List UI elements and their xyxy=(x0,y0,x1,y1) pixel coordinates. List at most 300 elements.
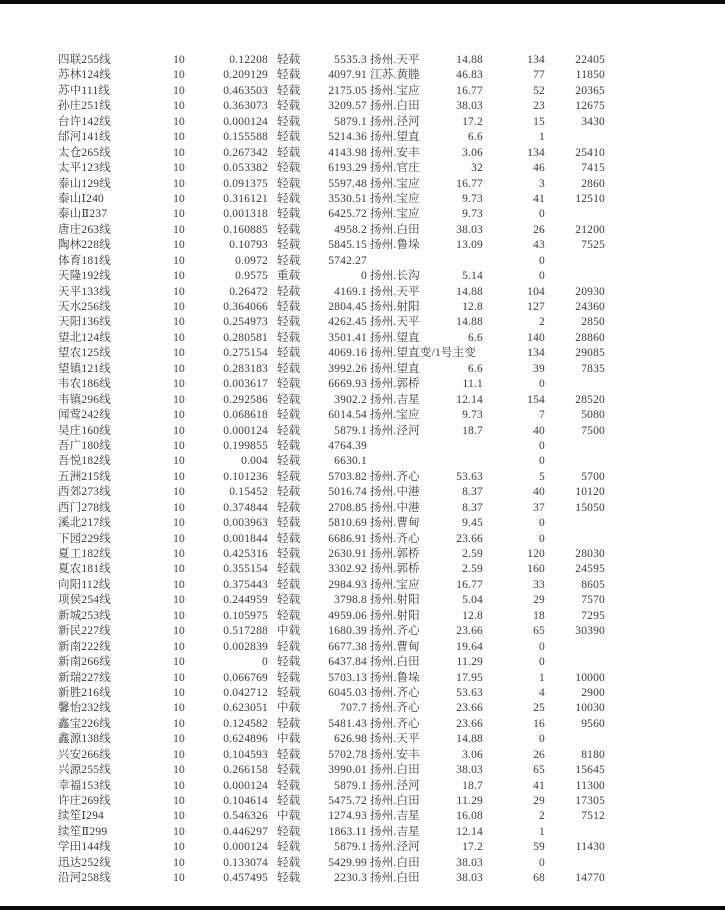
load-ratio-cell: 0.0972 xyxy=(235,254,268,267)
substation-cell: 扬州.安丰 xyxy=(370,146,420,159)
substation-cell: 扬州.望直 xyxy=(370,362,420,375)
line-name-cell: 望北124线 xyxy=(58,331,111,344)
metric-cell: 9.73 xyxy=(462,409,483,422)
voltage-cell: 10 xyxy=(173,100,185,113)
count-cell: 25 xyxy=(533,702,545,715)
load-ratio-cell: 0.463503 xyxy=(223,84,268,97)
load-ratio-cell: 0.000124 xyxy=(223,424,268,437)
metric-cell: 8.37 xyxy=(462,501,483,514)
total-cell: 2860 xyxy=(581,177,605,190)
load-ratio-cell: 0.091375 xyxy=(223,177,268,190)
table-row xyxy=(58,238,605,253)
table-row xyxy=(58,161,605,176)
voltage-cell: 10 xyxy=(173,686,185,699)
voltage-cell: 10 xyxy=(173,779,185,792)
load-ratio-cell: 0.316121 xyxy=(223,192,268,205)
line-name-cell: 新城253线 xyxy=(58,609,111,622)
total-cell: 21200 xyxy=(575,223,605,236)
table-row xyxy=(58,748,605,763)
line-name-cell: 泰山Ⅰ240 xyxy=(58,192,104,205)
load-ratio-cell: 0.446297 xyxy=(223,825,268,838)
total-cell xyxy=(545,454,605,469)
load-status-cell: 轻载 xyxy=(277,470,301,483)
substation-cell: 扬州.白田 xyxy=(370,656,420,669)
load-ratio-cell: 0.101236 xyxy=(223,470,268,483)
load-status-cell: 轻载 xyxy=(277,609,301,622)
voltage-cell: 10 xyxy=(173,146,185,159)
load-status-cell: 轻载 xyxy=(277,115,301,128)
load-ratio-cell: 0.374844 xyxy=(223,501,268,514)
value-cell: 4143.98 xyxy=(328,146,367,159)
table-row xyxy=(58,177,605,192)
count-cell: 40 xyxy=(533,486,545,499)
substation-cell: 扬州.天平 xyxy=(370,316,420,329)
metric-cell: 11.1 xyxy=(462,378,483,391)
value-cell: 1863.11 xyxy=(328,825,367,838)
total-cell xyxy=(545,130,605,145)
value-cell: 2630.91 xyxy=(328,548,367,560)
metric-cell: 9.73 xyxy=(462,208,483,221)
count-cell: 15 xyxy=(533,115,545,128)
load-ratio-cell: 0.10793 xyxy=(229,239,268,252)
voltage-cell: 10 xyxy=(173,270,185,283)
line-name-cell: 西门278线 xyxy=(58,501,111,514)
line-name-cell: 兴安266线 xyxy=(58,748,111,761)
value-cell: 5475.72 xyxy=(328,795,367,807)
substation-cell: 扬州.齐心 xyxy=(370,686,420,699)
load-ratio-cell: 0.042712 xyxy=(223,686,268,699)
table-row xyxy=(58,331,605,346)
count-cell: 0 xyxy=(539,455,545,468)
load-status-cell: 轻载 xyxy=(277,795,301,807)
load-status-cell: 轻载 xyxy=(277,563,301,576)
metric-cell: 14.88 xyxy=(456,316,483,329)
line-name-cell: 幸福153线 xyxy=(58,779,111,792)
total-cell: 29085 xyxy=(575,347,605,360)
table-row xyxy=(58,547,605,562)
line-name-cell: 鑫源138线 xyxy=(58,733,111,746)
load-status-cell: 轻载 xyxy=(277,331,301,344)
total-cell: 28520 xyxy=(575,393,605,406)
substation-cell xyxy=(367,439,447,454)
line-name-cell: 望镇121线 xyxy=(58,362,111,375)
line-name-cell: 太仓265线 xyxy=(58,146,111,159)
line-name-cell: 向阳112线 xyxy=(58,578,111,591)
count-cell: 29 xyxy=(533,594,545,607)
substation-cell: 扬州.曹甸 xyxy=(370,640,420,653)
substation-cell: 扬州.鲁垛 xyxy=(370,671,420,684)
substation-cell: 扬州.郭桥 xyxy=(370,563,420,576)
voltage-cell: 10 xyxy=(173,254,185,267)
total-cell: 28030 xyxy=(575,548,605,560)
load-ratio-cell: 0.9575 xyxy=(235,270,268,283)
voltage-cell: 10 xyxy=(173,378,185,391)
load-status-cell: 轻载 xyxy=(277,856,301,869)
count-cell: 134 xyxy=(527,54,545,66)
count-cell: 0 xyxy=(539,378,545,391)
table-row xyxy=(58,578,605,593)
voltage-cell: 10 xyxy=(173,594,185,607)
substation-cell: 扬州.天平 xyxy=(370,54,420,66)
load-ratio-cell: 0.199855 xyxy=(223,439,268,452)
total-cell: 7570 xyxy=(581,594,605,607)
load-status-cell: 轻载 xyxy=(277,146,301,159)
value-cell: 6630.1 xyxy=(334,455,367,468)
line-name-cell: 天隆192线 xyxy=(58,270,111,283)
metric-cell: 17.2 xyxy=(462,841,483,854)
substation-cell: 扬州.白田 xyxy=(370,100,420,113)
metric-cell: 53.63 xyxy=(456,470,483,483)
load-ratio-cell: 0.364066 xyxy=(223,301,268,313)
voltage-cell: 10 xyxy=(173,362,185,375)
table-row xyxy=(58,809,605,824)
table-row xyxy=(58,192,605,207)
total-cell xyxy=(545,856,605,871)
value-cell: 4959.06 xyxy=(328,609,367,622)
substation-cell: 扬州.射阳 xyxy=(370,609,420,622)
load-ratio-cell: 0.425316 xyxy=(223,548,268,560)
count-cell: 5 xyxy=(539,470,545,483)
line-name-cell: 吾广180线 xyxy=(58,439,111,452)
substation-cell: 扬州.吉星 xyxy=(370,825,420,838)
metric-cell: 53.63 xyxy=(456,686,483,699)
load-status-cell: 轻载 xyxy=(277,424,301,437)
load-status-cell: 轻载 xyxy=(277,393,301,406)
count-cell: 3 xyxy=(539,177,545,190)
table-row xyxy=(58,779,605,794)
total-cell: 5700 xyxy=(581,470,605,483)
load-status-cell: 轻载 xyxy=(277,177,301,190)
substation-cell xyxy=(367,254,447,269)
load-ratio-cell: 0.355154 xyxy=(223,563,268,576)
voltage-cell: 10 xyxy=(173,455,185,468)
count-cell: 52 xyxy=(533,84,545,97)
load-status-cell: 轻载 xyxy=(277,686,301,699)
line-name-cell: 迅达252线 xyxy=(58,856,111,869)
line-load-table xyxy=(58,53,605,887)
table-row xyxy=(58,609,605,624)
substation-cell: 扬州.白田 xyxy=(370,795,420,807)
load-ratio-cell: 0.267342 xyxy=(223,146,268,159)
value-cell: 6437.84 xyxy=(328,656,367,669)
line-name-cell: 夏工182线 xyxy=(58,548,111,560)
count-cell: 46 xyxy=(533,162,545,175)
load-ratio-cell: 0.003963 xyxy=(223,517,268,530)
value-cell: 4764.39 xyxy=(328,439,367,452)
substation-cell: 扬州.射阳 xyxy=(370,301,420,313)
substation-cell: 扬州.宝应 xyxy=(370,192,420,205)
count-cell: 160 xyxy=(527,563,545,576)
total-cell: 20365 xyxy=(575,84,605,97)
load-status-cell: 轻载 xyxy=(277,548,301,560)
voltage-cell: 10 xyxy=(173,548,185,560)
total-cell: 10000 xyxy=(575,671,605,684)
load-status-cell: 轻载 xyxy=(277,69,301,82)
value-cell: 5845.15 xyxy=(328,239,367,252)
count-cell: 43 xyxy=(533,239,545,252)
count-cell: 120 xyxy=(527,548,545,560)
line-name-cell: 陶林228线 xyxy=(58,239,111,252)
voltage-cell: 10 xyxy=(173,192,185,205)
line-name-cell: 沿河258线 xyxy=(58,872,111,885)
total-cell: 15050 xyxy=(575,501,605,514)
value-cell: 3990.01 xyxy=(328,764,367,777)
load-ratio-cell: 0 xyxy=(262,656,268,669)
value-cell: 2804.45 xyxy=(328,301,367,313)
metric-cell: 23.66 xyxy=(456,717,483,730)
substation-cell: 扬州.白田 xyxy=(370,223,420,236)
metric-cell xyxy=(447,254,483,269)
table-row xyxy=(58,424,605,439)
load-status-cell: 轻载 xyxy=(277,594,301,607)
voltage-cell: 10 xyxy=(173,486,185,499)
count-cell: 2 xyxy=(539,316,545,329)
line-name-cell: 新胜216线 xyxy=(58,686,111,699)
line-name-cell: 兴源255线 xyxy=(58,764,111,777)
table-row xyxy=(58,53,605,68)
total-cell: 30390 xyxy=(575,625,605,638)
line-name-cell: 天阳136线 xyxy=(58,316,111,329)
value-cell: 3992.26 xyxy=(328,362,367,375)
value-cell: 5703.13 xyxy=(328,671,367,684)
load-ratio-cell: 0.000124 xyxy=(223,115,268,128)
table-row xyxy=(58,300,605,315)
load-ratio-cell: 0.623051 xyxy=(223,702,268,715)
table-row xyxy=(58,285,605,300)
load-ratio-cell: 0.004 xyxy=(241,455,268,468)
load-status-cell: 轻载 xyxy=(277,378,301,391)
value-cell: 1274.93 xyxy=(328,810,367,823)
metric-cell: 13.09 xyxy=(456,239,483,252)
substation-cell: 扬州.白田 xyxy=(370,856,420,869)
count-cell: 140 xyxy=(527,331,545,344)
page-top-border xyxy=(0,0,725,4)
metric-cell: 38.03 xyxy=(456,872,483,885)
table-row xyxy=(58,254,605,269)
total-cell: 8180 xyxy=(581,748,605,761)
load-ratio-cell: 0.275154 xyxy=(223,347,268,360)
voltage-cell: 10 xyxy=(173,316,185,329)
count-cell: 39 xyxy=(533,362,545,375)
table-row xyxy=(58,701,605,716)
table-row xyxy=(58,532,605,547)
metric-cell: 5.14 xyxy=(462,270,483,283)
metric-cell: 6.6 xyxy=(468,362,483,375)
table-row xyxy=(58,516,605,531)
load-ratio-cell: 0.266158 xyxy=(223,764,268,777)
total-cell: 20930 xyxy=(575,285,605,298)
page-bottom-border xyxy=(0,906,725,910)
table-row xyxy=(58,485,605,500)
table-row xyxy=(58,68,605,83)
load-ratio-cell: 0.26472 xyxy=(229,285,268,298)
total-cell: 8605 xyxy=(581,578,605,591)
value-cell: 5879.1 xyxy=(334,424,367,437)
count-cell: 1 xyxy=(539,825,545,838)
load-ratio-cell: 0.133074 xyxy=(223,856,268,869)
voltage-cell: 10 xyxy=(173,84,185,97)
total-cell xyxy=(545,439,605,454)
total-cell: 17305 xyxy=(575,795,605,807)
voltage-cell: 10 xyxy=(173,162,185,175)
table-row xyxy=(58,84,605,99)
load-status-cell: 轻载 xyxy=(277,347,301,360)
voltage-cell: 10 xyxy=(173,748,185,761)
value-cell: 6193.29 xyxy=(328,162,367,175)
metric-cell xyxy=(447,454,483,469)
count-cell: 0 xyxy=(539,532,545,545)
load-ratio-cell: 0.546326 xyxy=(223,810,268,823)
voltage-cell: 10 xyxy=(173,625,185,638)
table-row xyxy=(58,501,605,516)
count-cell: 134 xyxy=(527,146,545,159)
metric-cell: 6.6 xyxy=(468,131,483,144)
count-cell: 68 xyxy=(533,872,545,885)
metric-cell: 5.04 xyxy=(462,594,483,607)
count-cell: 127 xyxy=(527,301,545,313)
substation-cell: 扬州.中港 xyxy=(370,501,420,514)
substation-cell: 扬州.泾河 xyxy=(370,424,420,437)
value-cell: 5879.1 xyxy=(334,115,367,128)
table-row xyxy=(58,671,605,686)
load-status-cell: 轻载 xyxy=(277,84,301,97)
table-row xyxy=(58,146,605,161)
metric-cell: 14.88 xyxy=(456,285,483,298)
voltage-cell: 10 xyxy=(173,733,185,746)
load-status-cell: 轻载 xyxy=(277,362,301,375)
metric-cell: 11.29 xyxy=(456,656,483,669)
line-name-cell: 苏林124线 xyxy=(58,69,111,82)
load-status-cell: 中载 xyxy=(277,702,301,715)
metric-cell: 17.95 xyxy=(456,671,483,684)
line-name-cell: 溪北217线 xyxy=(58,517,111,530)
total-cell: 7512 xyxy=(581,810,605,823)
metric-cell: 17.2 xyxy=(462,115,483,128)
load-status-cell: 轻载 xyxy=(277,162,301,175)
voltage-cell: 10 xyxy=(173,563,185,576)
load-status-cell: 轻载 xyxy=(277,254,301,267)
total-cell: 10030 xyxy=(575,702,605,715)
value-cell: 5879.1 xyxy=(334,841,367,854)
load-status-cell: 中载 xyxy=(277,625,301,638)
value-cell: 4169.1 xyxy=(334,285,367,298)
value-cell: 6677.38 xyxy=(328,640,367,653)
table-row xyxy=(58,794,605,809)
count-cell: 0 xyxy=(539,856,545,869)
line-name-cell: 天平133线 xyxy=(58,285,111,298)
count-cell: 29 xyxy=(533,795,545,807)
total-cell: 15645 xyxy=(575,764,605,777)
load-ratio-cell: 0.002839 xyxy=(223,640,268,653)
total-cell: 14770 xyxy=(575,872,605,885)
value-cell: 5742.27 xyxy=(328,254,367,267)
voltage-cell: 10 xyxy=(173,223,185,236)
line-name-cell: 韦农186线 xyxy=(58,378,111,391)
load-ratio-cell: 0.209129 xyxy=(223,69,268,82)
metric-cell: 12.8 xyxy=(462,301,483,313)
metric-cell: 12.14 xyxy=(456,393,483,406)
substation-cell: 扬州.望直 xyxy=(370,131,420,144)
voltage-cell: 10 xyxy=(173,640,185,653)
value-cell: 5016.74 xyxy=(328,486,367,499)
load-status-cell: 轻载 xyxy=(277,640,301,653)
voltage-cell: 10 xyxy=(173,331,185,344)
table-row xyxy=(58,130,605,145)
value-cell: 2230.3 xyxy=(334,872,367,885)
total-cell xyxy=(545,732,605,747)
substation-cell: 扬州.郭桥 xyxy=(370,378,420,391)
load-ratio-cell: 0.15452 xyxy=(229,486,268,499)
table-row xyxy=(58,624,605,639)
metric-cell: 3.06 xyxy=(462,748,483,761)
table-row xyxy=(58,223,605,238)
value-cell: 5879.1 xyxy=(334,779,367,792)
load-ratio-cell: 0.053382 xyxy=(223,162,268,175)
table-row xyxy=(58,408,605,423)
count-cell: 16 xyxy=(533,717,545,730)
voltage-cell: 10 xyxy=(173,239,185,252)
metric-cell: 16.77 xyxy=(456,84,483,97)
value-cell: 5535.3 xyxy=(334,54,367,66)
table-row xyxy=(58,454,605,469)
total-cell xyxy=(545,269,605,284)
total-cell: 12675 xyxy=(575,100,605,113)
load-ratio-cell: 0.517288 xyxy=(223,625,268,638)
voltage-cell: 10 xyxy=(173,393,185,406)
table-row xyxy=(58,763,605,778)
total-cell: 25410 xyxy=(575,146,605,159)
total-cell xyxy=(545,655,605,670)
line-name-cell: 新瑞227线 xyxy=(58,671,111,684)
total-cell xyxy=(545,532,605,547)
line-name-cell: 太平123线 xyxy=(58,162,111,175)
count-cell: 77 xyxy=(533,69,545,82)
total-cell: 28860 xyxy=(575,331,605,344)
substation-cell: 扬州.吉星 xyxy=(370,393,420,406)
total-cell: 9560 xyxy=(581,717,605,730)
metric-cell: 9.73 xyxy=(462,192,483,205)
metric-cell: 12.8 xyxy=(462,609,483,622)
load-status-cell: 轻载 xyxy=(277,486,301,499)
load-status-cell: 轻载 xyxy=(277,764,301,777)
line-name-cell: 吴庄160线 xyxy=(58,424,111,437)
table-row xyxy=(58,655,605,670)
load-status-cell: 轻载 xyxy=(277,208,301,221)
count-cell: 1 xyxy=(539,131,545,144)
load-status-cell: 轻载 xyxy=(277,717,301,730)
voltage-cell: 10 xyxy=(173,717,185,730)
metric-cell: 9.45 xyxy=(462,517,483,530)
table-row xyxy=(58,840,605,855)
load-status-cell: 中载 xyxy=(277,733,301,746)
voltage-cell: 10 xyxy=(173,177,185,190)
value-cell: 6045.03 xyxy=(328,686,367,699)
substation-cell: 扬州.宝应 xyxy=(370,409,420,422)
load-status-cell: 轻载 xyxy=(277,578,301,591)
metric-cell: 11.29 xyxy=(456,795,483,807)
metric-cell: 19.64 xyxy=(456,640,483,653)
count-cell: 4 xyxy=(539,686,545,699)
voltage-cell: 10 xyxy=(173,872,185,885)
load-status-cell: 轻载 xyxy=(277,54,301,66)
count-cell: 0 xyxy=(539,517,545,530)
total-cell: 11300 xyxy=(575,779,605,792)
total-cell xyxy=(545,640,605,655)
substation-cell: 扬州.鲁垛 xyxy=(370,239,420,252)
substation-cell: 扬州.望直变/1号主变 xyxy=(370,347,477,360)
load-status-cell: 轻载 xyxy=(277,439,301,452)
count-cell: 33 xyxy=(533,578,545,591)
